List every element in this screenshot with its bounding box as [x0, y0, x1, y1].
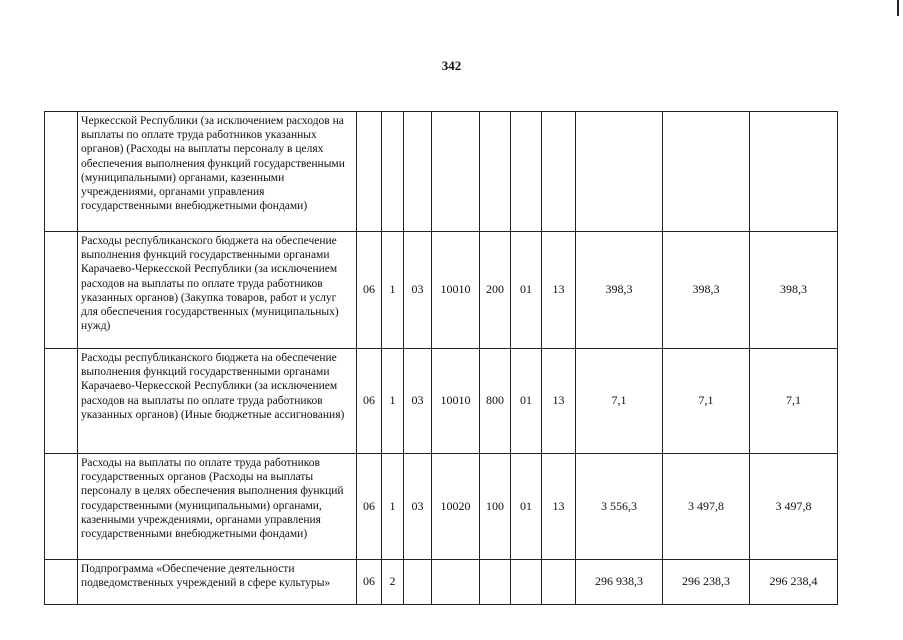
row-description: Черкесской Республики (за исключением расходов на выплаты по оплате труда работников указанных органов) (Расходы на выплаты персоналу в целях обеспечения выполнения функций государственными (муниципальными) органами, казенными учреждениями, органами управления государственными внебюджетными фондами)	[78, 112, 357, 232]
amount-cell	[663, 112, 750, 232]
code-cell	[542, 560, 576, 605]
code-cell: 800	[480, 349, 511, 454]
amount-cell: 296 938,3	[576, 560, 663, 605]
indent-cell	[45, 112, 78, 232]
code-cell: 10010	[432, 232, 480, 349]
code-cell: 01	[511, 232, 542, 349]
code-cell: 13	[542, 349, 576, 454]
page-number: 342	[441, 58, 462, 73]
table-row	[45, 454, 838, 560]
table-row	[45, 560, 838, 605]
code-cell	[542, 112, 576, 232]
budget-table	[44, 111, 838, 605]
indent-cell	[45, 349, 78, 454]
code-cell: 03	[404, 454, 432, 560]
code-cell: 100	[480, 454, 511, 560]
row-description: Подпрограмма «Обеспечение деятельности подведомственных учреждений в сфере культуры»	[78, 560, 357, 605]
code-cell: 1	[382, 349, 404, 454]
code-cell	[382, 112, 404, 232]
code-cell: 13	[542, 232, 576, 349]
code-cell: 200	[480, 232, 511, 349]
amount-cell: 398,3	[663, 232, 750, 349]
code-cell	[404, 112, 432, 232]
row-description: Расходы на выплаты по оплате труда работников государственных органов (Расходы на выплаты персоналу в целях обеспечения выполнения функций государственными (муниципальными) органами, казенными учреждениями, органами управления государственными внебюджетными фондами)	[78, 454, 357, 560]
page-edge-rule	[897, 0, 899, 16]
row-description: Расходы республиканского бюджета на обеспечение выполнения функций государственными органами Карачаево-Черкесской Республики (за исключением расходов на выплаты по оплате труда работников указанных органов) (Закупка товаров, работ и услуг для обеспечения государственных (муниципальных) нужд)	[78, 232, 357, 349]
code-cell: 01	[511, 349, 542, 454]
indent-cell	[45, 232, 78, 349]
amount-cell: 398,3	[750, 232, 838, 349]
amount-cell: 398,3	[576, 232, 663, 349]
code-cell: 01	[511, 454, 542, 560]
code-cell	[432, 560, 480, 605]
amount-cell: 296 238,3	[663, 560, 750, 605]
code-cell	[404, 560, 432, 605]
code-cell: 03	[404, 232, 432, 349]
code-cell	[480, 560, 511, 605]
amount-cell: 3 497,8	[750, 454, 838, 560]
code-cell: 1	[382, 232, 404, 349]
code-cell: 03	[404, 349, 432, 454]
amount-cell: 7,1	[750, 349, 838, 454]
indent-cell	[45, 560, 78, 605]
code-cell	[511, 560, 542, 605]
code-cell: 2	[382, 560, 404, 605]
code-cell	[432, 112, 480, 232]
code-cell	[357, 112, 382, 232]
code-cell: 06	[357, 454, 382, 560]
amount-cell: 3 556,3	[576, 454, 663, 560]
code-cell	[480, 112, 511, 232]
table-row	[45, 112, 838, 232]
row-description: Расходы республиканского бюджета на обеспечение выполнения функций государственными органами Карачаево-Черкесской Республики (за исключением расходов на выплаты по оплате труда работников указанных органов) (Иные бюджетные ассигнования)	[78, 349, 357, 454]
amount-cell	[576, 112, 663, 232]
code-cell: 06	[357, 349, 382, 454]
table-row	[45, 349, 838, 454]
indent-cell	[45, 454, 78, 560]
amount-cell	[750, 112, 838, 232]
code-cell: 10010	[432, 349, 480, 454]
code-cell: 06	[357, 560, 382, 605]
amount-cell: 296 238,4	[750, 560, 838, 605]
code-cell: 1	[382, 454, 404, 560]
amount-cell: 3 497,8	[663, 454, 750, 560]
table-row	[45, 232, 838, 349]
amount-cell: 7,1	[576, 349, 663, 454]
amount-cell: 7,1	[663, 349, 750, 454]
code-cell	[511, 112, 542, 232]
code-cell: 13	[542, 454, 576, 560]
code-cell: 10020	[432, 454, 480, 560]
code-cell: 06	[357, 232, 382, 349]
